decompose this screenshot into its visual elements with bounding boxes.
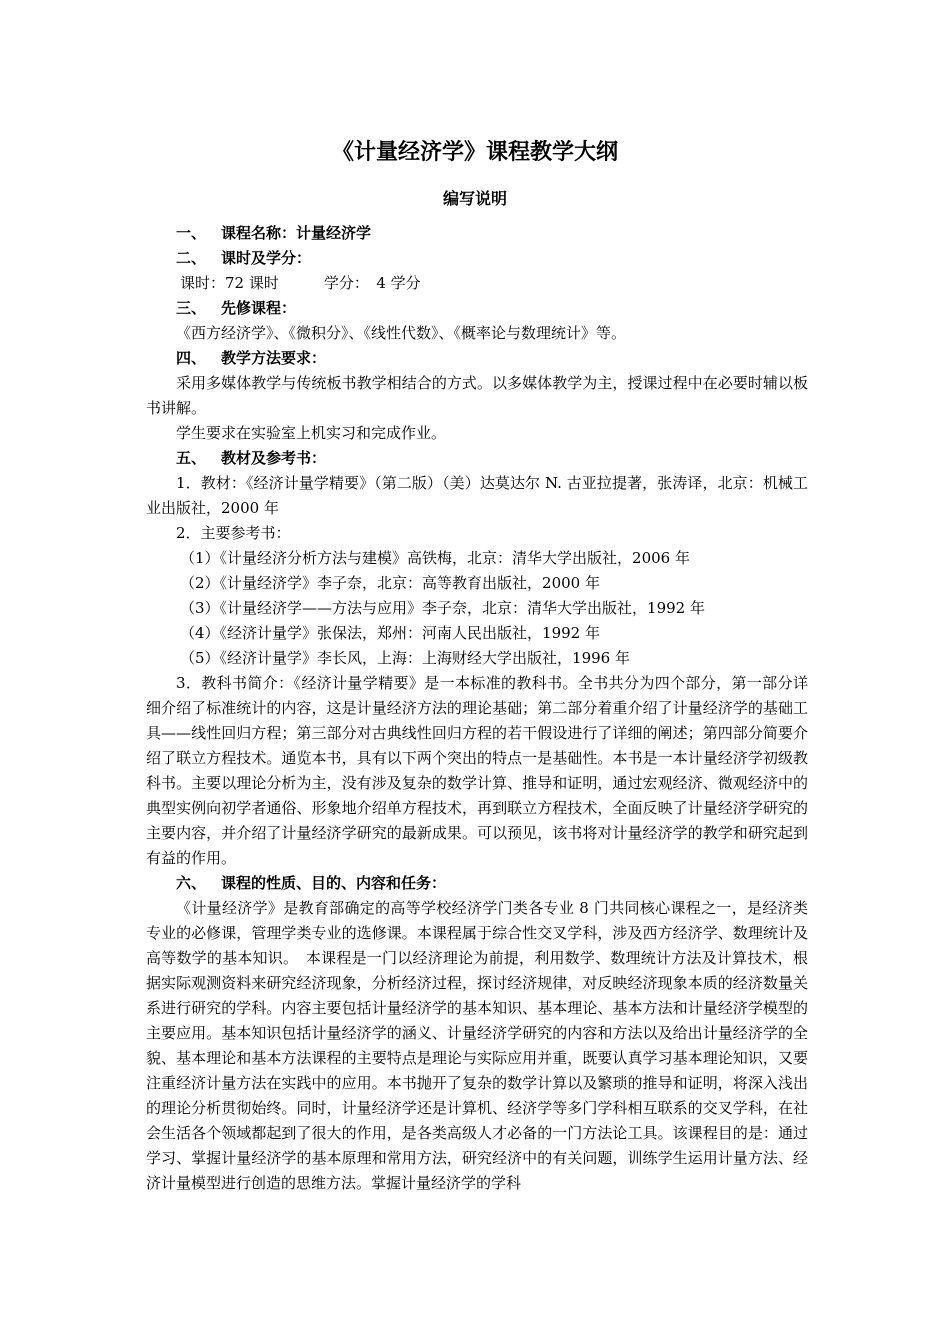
heading-hours-credits bbox=[146, 246, 808, 271]
heading-text: 教材及参考书： bbox=[221, 449, 327, 467]
reference-item: （5）《经济计量学》李长风，上海：上海财经大学出版社，1996 年 bbox=[180, 649, 630, 667]
heading-text: 课程的性质、目的、内容和任务： bbox=[221, 874, 447, 892]
prerequisites-text: 《西方经济学》、《微积分》、《线性代数》、《概率论与数理统计》等。 bbox=[176, 324, 627, 342]
reference-item: （1）《计量经济分析方法与建模》高铁梅，北京：清华大学出版社，2006 年 bbox=[180, 549, 690, 567]
course-nature-paragraph: 《计量经济学》是教育部确定的高等学校经济学门类各专业 8 门共同核心课程之一，是经济类专业的必修课，管理学类专业的选修课。本课程属于综合性交叉学科，涉及西方经济学、数理统计及高等数学的基本知识。 本课程是一门以经济理论为前提，利用数学、数理统计方法及计算技术，根据实际观测资料来研究经济现象，分析经济过程，探讨经济规律，对反映经济现象本质的经济数量关系进行研究的学科。内容主要包括计量经济学的基本知识、基本理论、基本方法和计量经济学模型的主要应用。基本知识包括计量经济学的涵义、计量经济学研究的内容和方法以及给出计量经济学的全貌、基本理论和基本方法课程的主要特点是理论与实际应用并重，既要认真学习基本理论知识，又要注重经济计量方法在实践中的应用。本书抛开了复杂的数学计算以及繁琐的推导和证明，将深入浅出的理论分析贯彻始终。同时，计量经济学还是计算机、经济学等多门学科相互联系的交叉学科，在社会生活各个领域都起到了很大的作用，是各类高级人才必备的一门方法论工具。该课程目的是：通过学习、掌握计量经济学的基本原理和常用方法，研究经济中的有关问题，训练学生运用计量方法、经济计量模型进行创造的思维方法。掌握计量经济学的学科 bbox=[146, 899, 808, 1192]
heading-teaching-method bbox=[146, 346, 808, 371]
lab-requirement-paragraph: 学生要求在实验室上机实习和完成作业。 bbox=[176, 424, 447, 442]
teaching-method-paragraph: 采用多媒体教学与传统板书教学相结合的方式。以多媒体教学为主，授课过程中在必要时辅以板书讲解。 bbox=[146, 374, 808, 417]
heading-text: 课程名称：计量经济学 bbox=[221, 224, 372, 242]
textbook-intro-paragraph: 3．教科书简介：《经济计量学精要》是一本标准的教科书。全书共分为四个部分，第一部分详细介绍了标准统计的内容，这是计量经济方法的理论基础；第二部分着重介绍了计量经济学的基础工具——线性回归方程；第三部分对古典线性回归方程的若干假设进行了详细的阐述；第四部分简要介绍了联立方程技术。通览本书，具有以下两个突出的特点一是基础性。本书是一本计量经济学初级教科书。主要以理论分析为主，没有涉及复杂的数学计算、推导和证明，通过宏观经济、微观经济中的典型实例向初学者通俗、形象地介绍单方程技术，再到联立方程技术，全面反映了计量经济学研究的主要内容，并介绍了计量经济学研究的最新成果。可以预见，该书将对计量经济学的教学和研究起到有益的作用。 bbox=[146, 674, 808, 867]
heading-textbooks bbox=[146, 446, 808, 471]
heading-number: 一、 bbox=[176, 224, 207, 242]
reference-item: （4）《经济计量学》张保法，郑州：河南人民出版社，1992 年 bbox=[180, 624, 600, 642]
heading-text: 教学方法要求： bbox=[221, 349, 327, 367]
reference-item: （2）《计量经济学》李子奈，北京：高等教育出版社，2000 年 bbox=[180, 574, 600, 592]
textbook-paragraph: 1．教材：《经济计量学精要》（第二版）（美）达莫达尔 N. 古亚拉提著，张涛译，北京：机械工业出版社，2000 年 bbox=[146, 474, 808, 517]
heading-number: 六、 bbox=[176, 874, 207, 892]
reference-item: （3）《计量经济学——方法与应用》李子奈，北京：清华大学出版社，1992 年 bbox=[180, 599, 705, 617]
heading-prerequisites bbox=[146, 296, 808, 321]
heading-number: 二、 bbox=[176, 249, 207, 267]
section-subtitle: 编写说明 bbox=[442, 189, 507, 208]
heading-text: 课时及学分： bbox=[221, 249, 312, 267]
page-title: 《计量经济学》课程教学大纲 bbox=[331, 139, 618, 165]
document-body bbox=[146, 221, 808, 1196]
heading-number: 四、 bbox=[176, 349, 207, 367]
hours-credits-line: 课时：72 课时 学分： 4 学分 bbox=[180, 274, 421, 292]
heading-course-name bbox=[146, 221, 808, 246]
heading-number: 三、 bbox=[176, 299, 207, 317]
references-title: 2．主要参考书： bbox=[176, 524, 291, 542]
heading-number: 五、 bbox=[176, 449, 207, 467]
heading-course-nature bbox=[146, 871, 808, 896]
heading-text: 先修课程： bbox=[221, 299, 297, 317]
